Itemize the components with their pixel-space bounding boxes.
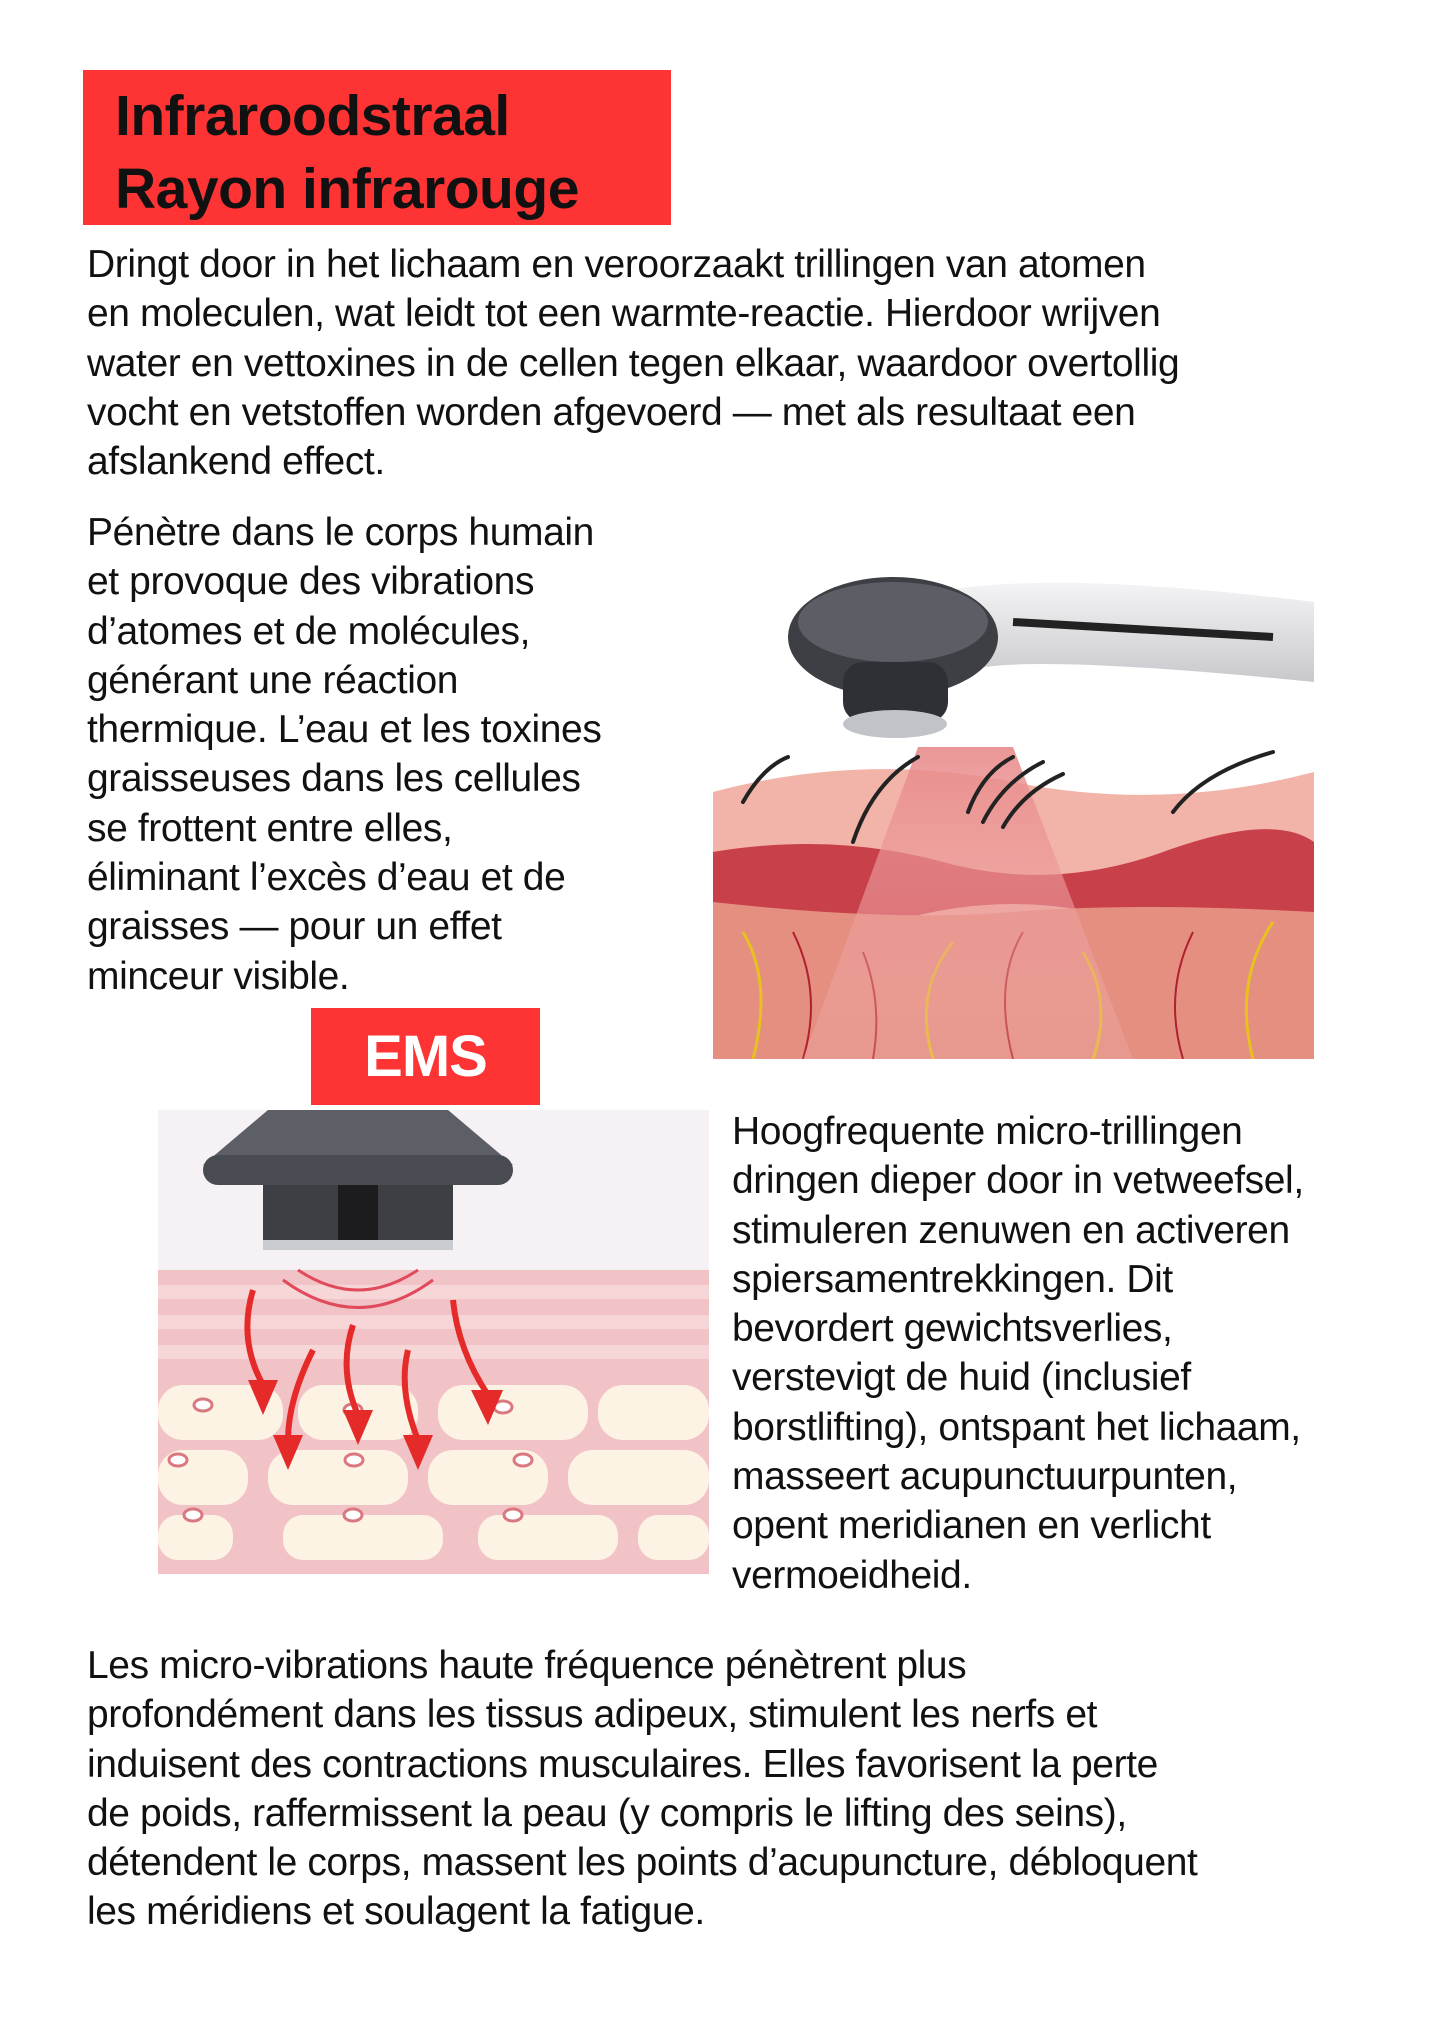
text-line: se frottent entre elles, bbox=[87, 806, 453, 850]
text-line: Dringt door in het lichaam en veroorzaakt trillingen van atomen bbox=[87, 243, 1146, 286]
infrared-device bbox=[788, 577, 1314, 738]
title-banner bbox=[83, 70, 671, 225]
text-line: graisseuses dans les cellules bbox=[87, 757, 581, 801]
text-line: détendent le corps, massent les points d’acupuncture, débloquent bbox=[87, 1841, 1198, 1885]
text-line: les méridiens et soulagent la fatigue. bbox=[87, 1890, 705, 1934]
text-line: d’atomes et de molécules, bbox=[87, 609, 531, 653]
text-line: et provoque des vibrations bbox=[87, 560, 535, 604]
text-line: water en vettoxines in de cellen tegen elkaar, waardoor overtollig bbox=[87, 341, 1180, 385]
text-line: Hoogfrequente micro-trillingen bbox=[732, 1110, 1243, 1153]
infrared-description-nl bbox=[87, 240, 1179, 486]
text-line: stimuleren zenuwen en activeren bbox=[732, 1208, 1290, 1252]
ems-description-nl bbox=[732, 1107, 1304, 1600]
text-line: de poids, raffermissent la peau (y compris le lifting des seins), bbox=[87, 1791, 1127, 1835]
infrared-skin-illustration bbox=[713, 552, 1314, 1059]
ems-cell-illustration bbox=[158, 1110, 709, 1574]
text-line: vermoeidheid. bbox=[732, 1553, 972, 1597]
text-line: verstevigt de huid (inclusief bbox=[732, 1356, 1191, 1400]
text-line: en moleculen, wat leidt tot een warmte-reactie. Hierdoor wrijven bbox=[87, 292, 1161, 336]
text-line: masseert acupunctuurpunten, bbox=[732, 1455, 1238, 1499]
text-line: dringen dieper door in vetweefsel, bbox=[732, 1159, 1304, 1203]
text-line: éliminant l’excès d’eau et de bbox=[87, 856, 566, 900]
title-dutch: Infraroodstraal bbox=[115, 84, 510, 148]
text-line: bevordert gewichtsverlies, bbox=[732, 1307, 1173, 1351]
text-line: opent meridianen en verlicht bbox=[732, 1504, 1211, 1548]
ems-description-fr bbox=[87, 1641, 1198, 1937]
text-line: thermique. L’eau et les toxines bbox=[87, 708, 602, 752]
text-line: Pénètre dans le corps humain bbox=[87, 511, 594, 554]
text-line: borstlifting), ontspant het lichaam, bbox=[732, 1405, 1301, 1449]
ems-label: EMS bbox=[364, 1024, 487, 1089]
text-line: afslankend effect. bbox=[87, 440, 385, 484]
title-french: Rayon infrarouge bbox=[115, 157, 579, 221]
ems-label-banner bbox=[311, 1008, 540, 1105]
text-line: vocht en vetstoffen worden afgevoerd — met als resultaat een bbox=[87, 390, 1136, 434]
muscle-bands bbox=[158, 1285, 709, 1359]
text-line: Les micro-vibrations haute fréquence pénètrent plus bbox=[87, 1644, 967, 1687]
infrared-description-fr bbox=[87, 508, 601, 1001]
text-line: spiersamentrekkingen. Dit bbox=[732, 1257, 1173, 1301]
text-line: profondément dans les tissus adipeux, stimulent les nerfs et bbox=[87, 1693, 1098, 1737]
text-line: induisent des contractions musculaires. Elles favorisent la perte bbox=[87, 1742, 1158, 1786]
text-line: générant une réaction bbox=[87, 658, 459, 702]
text-line: minceur visible. bbox=[87, 954, 350, 998]
text-line: graisses — pour un effet bbox=[87, 905, 502, 949]
